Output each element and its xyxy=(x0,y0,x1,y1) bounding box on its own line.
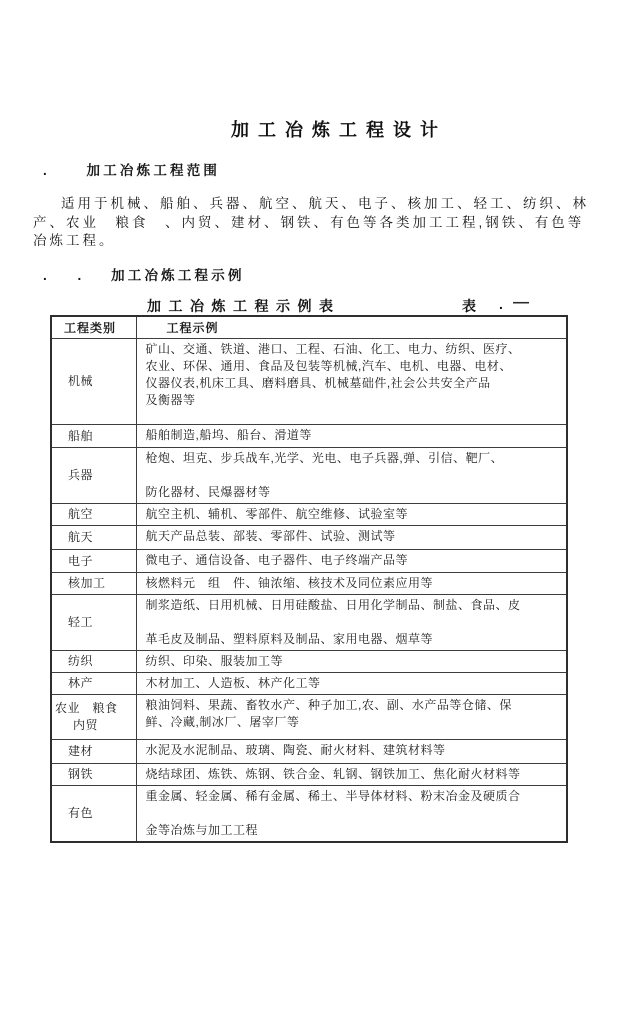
category-label: 轻工 xyxy=(68,615,94,629)
category-cell xyxy=(51,695,136,740)
section-marker: . xyxy=(43,268,47,283)
category-label: 电子 xyxy=(68,553,94,568)
example-text: 金等冶炼与加工工程 xyxy=(145,823,259,837)
section-heading-examples xyxy=(43,264,245,284)
example-cell xyxy=(136,573,567,595)
table-row xyxy=(51,595,567,651)
example-text: 及衡器等 xyxy=(145,393,196,407)
example-cell xyxy=(136,740,567,764)
example-cell xyxy=(136,526,567,550)
example-text: 矿山、交通、铁道、港口、工程、石油、化工、电力、纺织、医疗、 xyxy=(145,342,521,356)
table-row xyxy=(51,526,567,550)
category-label: 内贸 xyxy=(73,718,99,732)
category-cell xyxy=(51,573,136,595)
table-row xyxy=(51,673,567,695)
category-cell xyxy=(51,764,136,786)
column-header-category: 工程类别 xyxy=(51,316,136,339)
example-cell xyxy=(136,425,567,448)
section-heading-text: 加工冶炼工程范围 xyxy=(86,163,221,178)
paragraph-line: 适用于机械、船舶、兵器、航空、航天、电子、核加工、轻工、纺织、林 xyxy=(61,196,589,211)
section-heading-scope xyxy=(43,159,220,179)
category-label: 有色 xyxy=(68,806,94,820)
example-cell xyxy=(136,786,567,843)
category-cell xyxy=(51,673,136,695)
table-row xyxy=(51,573,567,595)
category-cell xyxy=(51,651,136,673)
example-cell xyxy=(136,595,567,651)
category-cell xyxy=(51,339,136,425)
table-caption: 加工冶炼工程示例表 xyxy=(147,298,341,314)
table-row xyxy=(51,651,567,673)
paragraph-line: 冶炼工程。 xyxy=(33,233,116,248)
example-text: 仪器仪表,机床工具、磨料磨具、机械墓础件,社会公共安全产品 xyxy=(145,376,491,390)
category-cell xyxy=(51,550,136,573)
example-cell xyxy=(136,673,567,695)
example-text: 防化器材、民爆器材等 xyxy=(145,485,271,499)
scope-paragraph xyxy=(33,195,589,251)
table-row xyxy=(51,740,567,764)
section-heading-text: 加工冶炼工程示例 xyxy=(111,268,245,283)
category-label: 核加工 xyxy=(68,576,106,590)
category-label: 纺织 xyxy=(68,654,94,668)
table-number-dot: . xyxy=(499,296,503,312)
example-text: 纺织、印染、服装加工等 xyxy=(145,654,284,668)
category-cell xyxy=(51,448,136,504)
section-marker: . xyxy=(43,163,47,178)
category-label: 建材 xyxy=(68,744,94,758)
table-row xyxy=(51,550,567,573)
example-text: 航空主机、辅机、零部件、航空维修、试验室等 xyxy=(145,507,409,521)
category-cell xyxy=(51,504,136,526)
example-text: 水泥及水泥制品、玻璃、陶瓷、耐火材料、建筑材料等 xyxy=(145,743,446,757)
section-marker: . xyxy=(77,268,82,283)
category-cell xyxy=(51,786,136,843)
example-text: 木材加工、人造板、林产化工等 xyxy=(145,676,321,690)
category-label: 农业 粮食 xyxy=(55,701,118,715)
example-cell xyxy=(136,339,567,425)
table-row xyxy=(51,764,567,786)
table-row xyxy=(51,425,567,448)
table-caption-row xyxy=(0,296,620,316)
category-label: 航空 xyxy=(68,507,94,521)
category-cell xyxy=(51,595,136,651)
category-label: 兵器 xyxy=(68,468,94,482)
category-cell xyxy=(51,425,136,448)
example-cell xyxy=(136,550,567,573)
table-row xyxy=(51,695,567,740)
example-cell xyxy=(136,764,567,786)
category-label: 林产 xyxy=(68,676,94,690)
examples-table xyxy=(50,315,568,843)
example-text: 核燃料元 组 件、铀浓缩、核技术及同位素应用等 xyxy=(145,576,434,590)
category-label: 机械 xyxy=(68,374,94,388)
category-cell xyxy=(51,526,136,550)
column-header-example: 工程示例 xyxy=(136,316,567,339)
example-text: 航天产品总装、部装、零部件、试验、测试等 xyxy=(145,529,396,543)
category-label: 钢铁 xyxy=(68,767,94,781)
category-cell xyxy=(51,740,136,764)
example-text: 鲜、冷藏,制冰厂、屠宰厂等 xyxy=(145,715,300,729)
example-text: 枪炮、坦克、步兵战车,光学、光电、电子兵器,弹、引信、靶厂、 xyxy=(145,451,504,465)
example-text: 烧结球团、炼铁、炼钢、铁合金、轧钢、钢铁加工、焦化耐火材料等 xyxy=(145,767,521,781)
example-cell xyxy=(136,448,567,504)
example-cell xyxy=(136,651,567,673)
example-text: 农业、环保、通用、食品及包装等机械,汽车、电机、电器、电材、 xyxy=(145,359,512,373)
category-label: 航天 xyxy=(68,530,94,544)
example-text: 制浆造纸、日用机械、日用硅酸盐、日用化学制品、制盐、食品、皮 xyxy=(145,598,521,612)
example-text: 船舶制造,船坞、船台、滑道等 xyxy=(145,428,312,442)
example-text: 粮油饲料、果蔬、畜牧水产、种子加工,农、副、水产品等仓储、保 xyxy=(145,698,512,712)
table-header-row xyxy=(51,316,567,339)
example-cell xyxy=(136,695,567,740)
table-row xyxy=(51,504,567,526)
table-row xyxy=(51,339,567,425)
example-cell xyxy=(136,504,567,526)
example-text xyxy=(146,805,563,822)
example-text: 重金属、轻金属、稀有金属、稀土、半导体材料、粉末冶金及硬质合 xyxy=(145,789,521,803)
paragraph-line: 产、农业 粮食 、内贸、建材、钢铁、有色等各类加工工程,钢铁、有色等 xyxy=(33,214,585,230)
table-row xyxy=(51,448,567,504)
category-label: 船舶 xyxy=(68,428,94,443)
page-title: 加工冶炼工程设计 xyxy=(231,120,447,140)
example-text xyxy=(146,614,563,631)
example-text xyxy=(146,467,563,484)
table-number-dash: — xyxy=(513,294,529,311)
table-row xyxy=(51,786,567,843)
example-text: 微电子、通信设备、电子器件、电子终端产品等 xyxy=(145,553,409,567)
table-number-label: 表 xyxy=(462,298,476,314)
example-text: 革毛皮及制品、塑料原料及制品、家用电器、烟草等 xyxy=(145,632,434,646)
